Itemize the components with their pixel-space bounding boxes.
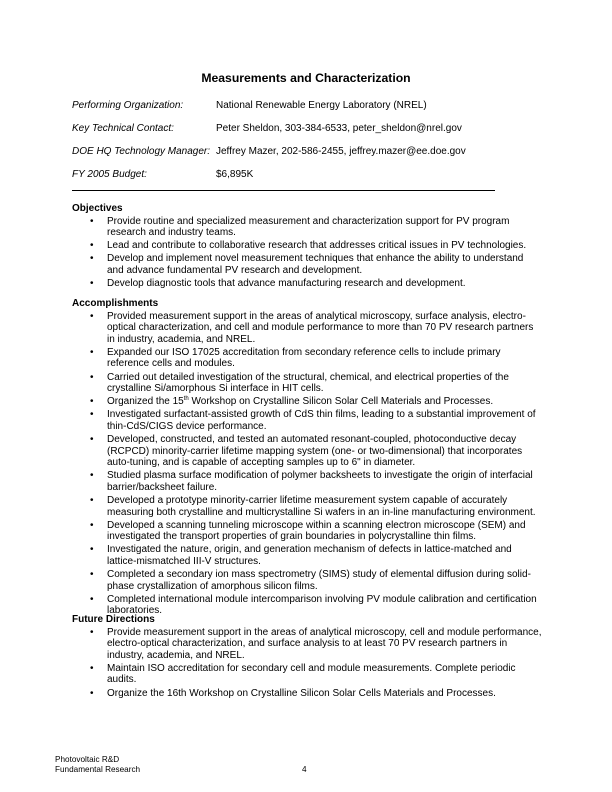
section-heading: Accomplishments [72, 298, 159, 309]
bullet-icon: • [90, 346, 94, 358]
objectives-section [72, 203, 542, 291]
list-item-text: Provide measurement support in the areas of analytical microscopy, cell and module performance, electro-optical characterization, and surface analysis to at least 70 PV research partners in industry, academia, and NREL. [107, 626, 542, 661]
info-value: National Renewable Energy Laboratory (NREL) [216, 100, 427, 111]
bullet-icon: • [90, 240, 94, 252]
list-item [72, 347, 542, 370]
info-label: FY 2005 Budget: [72, 169, 147, 180]
list-item-text: Organized the 15th Workshop on Crystalline Silicon Solar Cell Materials and Processes. [107, 396, 494, 408]
divider-rule [72, 190, 495, 191]
list-item-text: Develop diagnostic tools that advance manufacturing research and development. [107, 278, 466, 290]
list-item-text: Lead and contribute to collaborative research that addresses critical issues in PV technologies. [107, 240, 527, 252]
list-item [72, 520, 542, 543]
list-item [72, 544, 542, 567]
accomplishments-section [72, 298, 542, 618]
future-directions-list [72, 627, 542, 700]
bullet-icon: • [90, 495, 94, 506]
info-value: Peter Sheldon, 303-384-6533, peter_sheldon@nrel.gov [216, 123, 462, 134]
bullet-icon: • [90, 544, 94, 556]
list-item-text: Studied plasma surface modification of polymer backsheets to investigate the origin of interfacial barrier/backsheet failure. [107, 470, 533, 493]
objectives-list [72, 216, 542, 290]
bullet-icon: • [90, 409, 94, 421]
bullet-icon: • [90, 593, 94, 605]
list-item [72, 688, 542, 700]
list-item [72, 495, 542, 518]
list-item-text: Provide routine and specialized measurement and characterization support for PV program research and industry teams. [107, 215, 510, 239]
bullet-icon: • [90, 310, 94, 322]
info-label: Key Technical Contact: [72, 123, 174, 134]
page-title: Measurements and Characterization [201, 71, 411, 85]
section-heading: Objectives [72, 203, 123, 214]
list-item-text: Organize the 16th Workshop on Crystalline Silicon Solar Cells Materials and Processes. [107, 687, 496, 699]
info-label: DOE HQ Technology Manager: [72, 146, 211, 157]
list-item [72, 434, 542, 469]
bullet-icon: • [90, 278, 94, 290]
bullet-icon: • [90, 687, 94, 699]
list-item-text: Investigated the nature, origin, and generation mechanism of defects in lattice-matched and lattice-mismatched III-V structures. [107, 544, 512, 567]
list-item-text: Investigated surfactant-assisted growth of CdS thin films, leading to a substantial improvement of thin-CdS/CIGS device performance. [107, 409, 536, 432]
info-label: Performing Organization: [72, 100, 184, 111]
page-number: 4 [302, 765, 307, 774]
section-heading: Future Directions [72, 614, 155, 625]
bullet-icon: • [90, 253, 94, 265]
list-item-text: Completed international module intercomparison involving PV module calibration and certification laboratories. [107, 593, 537, 617]
bullet-icon: • [90, 434, 94, 446]
list-item [72, 470, 542, 493]
list-item [72, 627, 542, 662]
list-item [72, 278, 542, 290]
list-item [72, 311, 542, 346]
bullet-icon: • [90, 396, 94, 408]
bullet-icon: • [90, 215, 94, 227]
list-item [72, 240, 542, 252]
list-item-text: Developed, constructed, and tested an automated resonant-coupled, photoconductive decay (RCPCD) minority-carrier lifetime mapping system (one- or two-dimensional) that incorporates auto-tuning, and is capable of accepting samples up to 6" in diameter. [107, 434, 523, 469]
list-item [72, 216, 542, 239]
bullet-icon: • [90, 662, 94, 674]
page-footer [55, 755, 140, 774]
list-item-text: Completed a secondary ion mass spectrometry (SIMS) study of elemental diffusion during solid-phase crystallization of amorphous silicon films. [107, 569, 531, 592]
list-item [72, 253, 542, 276]
info-value: $6,895K [216, 169, 254, 180]
accomplishments-list [72, 311, 542, 617]
list-item-text: Develop and implement novel measurement techniques that enhance the ability to understand and advance fundamental PV research and development. [107, 253, 524, 276]
list-item-text: Carried out detailed investigation of the structural, chemical, and electrical properties of the crystalline Si/amorphous Si interface in HIT cells. [107, 371, 509, 395]
list-item [72, 409, 542, 432]
bullet-icon: • [90, 371, 94, 383]
list-item-text: Developed a scanning tunneling microscope within a scanning electron microscope (SEM) and investigated the transport properties of grain boundaries in polycrystalline thin films. [107, 519, 526, 543]
footer-program: Photovoltaic R&D [55, 755, 120, 764]
list-item [72, 663, 542, 686]
footer-section: Fundamental Research [55, 764, 141, 774]
list-item-text: Developed a prototype minority-carrier lifetime measurement system capable of accurately measuring both crystalline and multicrystalline Si wafers in an in-line manufacturing environment. [107, 495, 536, 518]
list-item-text: Maintain ISO accreditation for secondary cell and module measurements. Complete periodic audits. [107, 662, 516, 686]
bullet-icon: • [90, 569, 94, 581]
list-item [72, 396, 542, 408]
bullet-icon: • [90, 519, 94, 531]
list-item [72, 372, 542, 395]
list-item-text: Expanded our ISO 17025 accreditation from secondary reference cells to include primary reference cells and modules. [107, 346, 501, 370]
list-item [72, 569, 542, 592]
future-directions-section [72, 614, 542, 701]
bullet-icon: • [90, 626, 94, 638]
info-value: Jeffrey Mazer, 202-586-2455, jeffrey.mazer@ee.doe.gov [216, 146, 466, 157]
list-item-text: Provided measurement support in the areas of analytical microscopy, surface analysis, electro-optical characterization, and cell and module performance to more than 70 PV research partners in industry, academia, and NREL. [107, 310, 534, 345]
bullet-icon: • [90, 470, 94, 482]
